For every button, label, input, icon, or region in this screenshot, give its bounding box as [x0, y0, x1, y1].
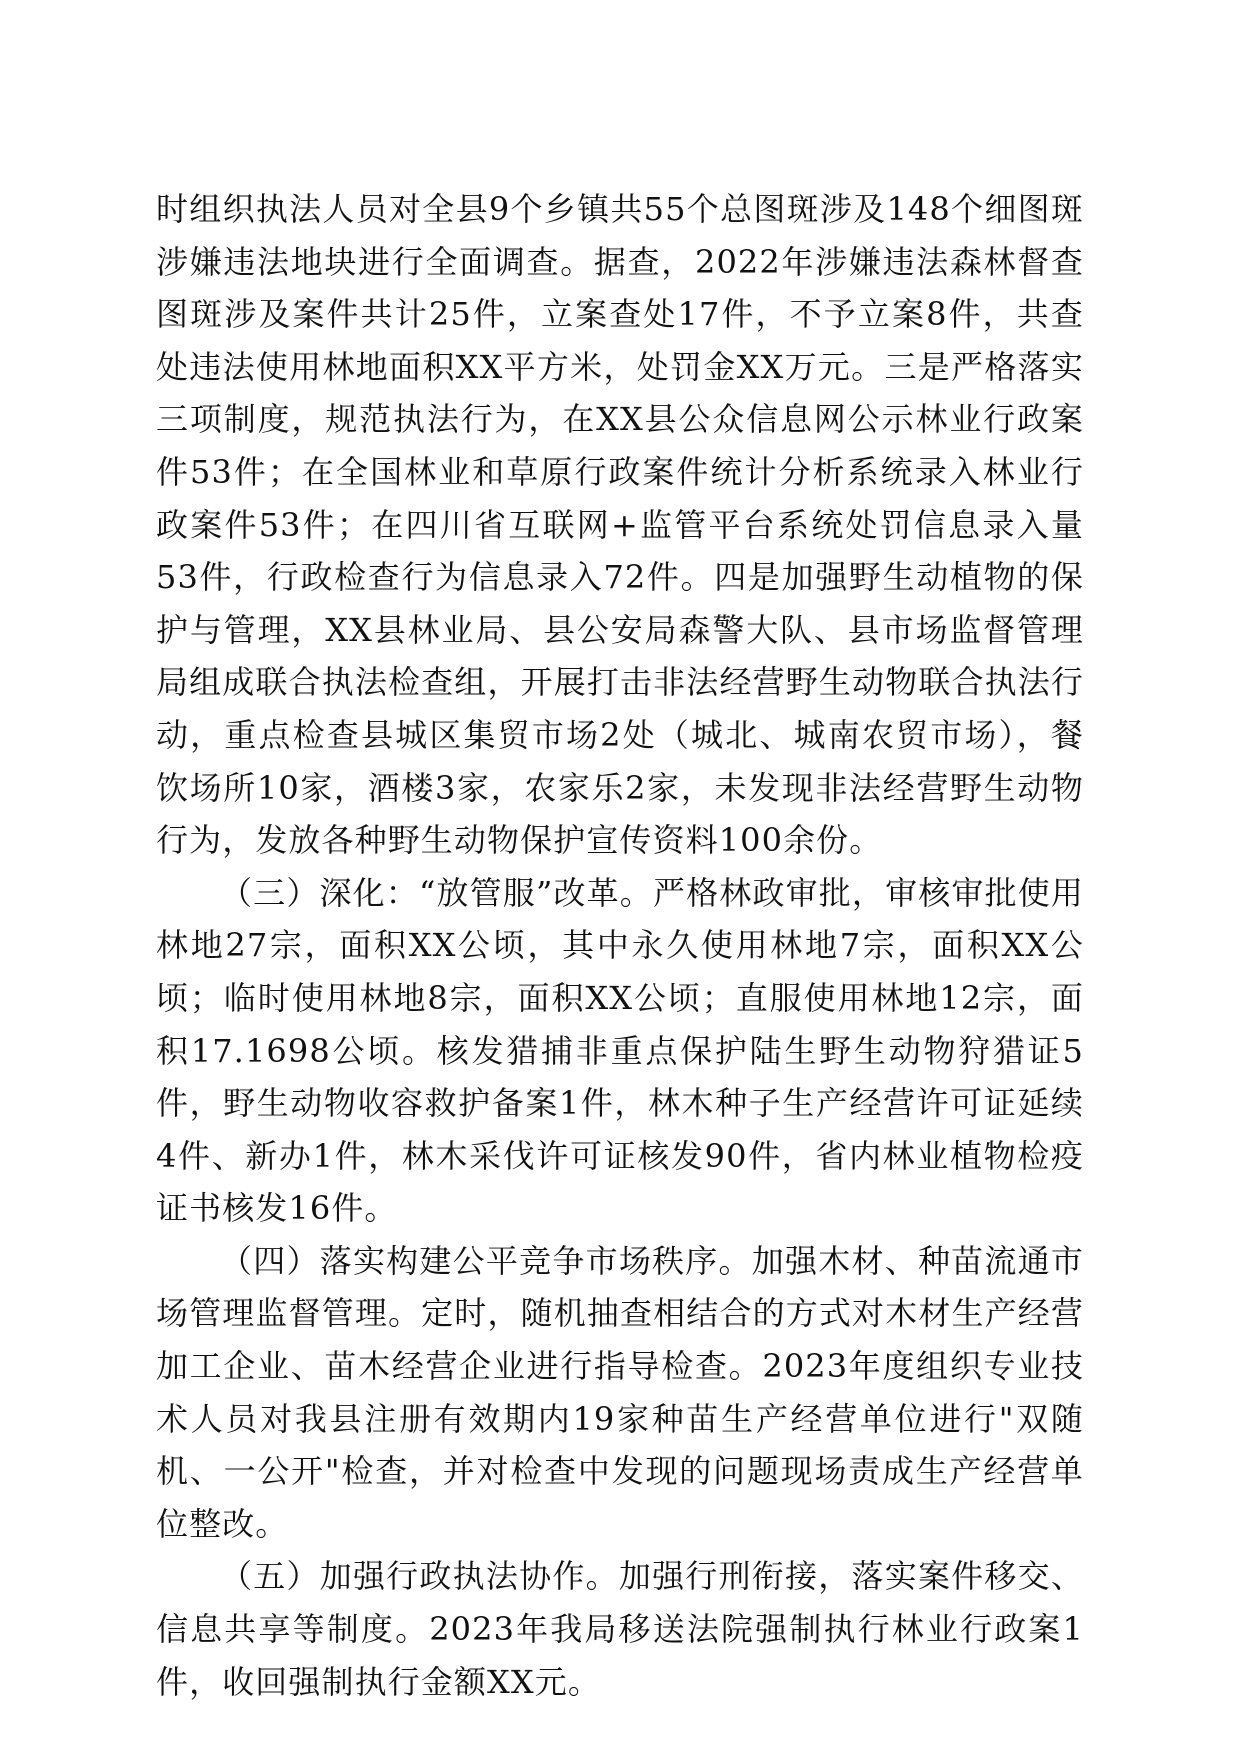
- document-page: [156, 183, 1084, 1708]
- paragraph-continuation: 时组织执法人员对全县9个乡镇共55个总图斑涉及148个细图斑涉嫌违法地块进行全面调查。据查，2022年涉嫌违法森林督查图斑涉及案件共计25件，立案查处17件，不予立案8件，共查处违法使用林地面积XX平方米，处罚金XX万元。三是严格落实三项制度，规范执法行为，在XX县公众信息网公示林业行政案件53件；在全国林业和草原行政案件统计分析系统录入林业行政案件53件；在四川省互联网+监管平台系统处罚信息录入量53件，行政检查行为信息录入72件。四是加强野生动植物的保护与管理，XX县林业局、县公安局森警大队、县市场监督管理局组成联合执法检查组，开展打击非法经营野生动物联合执法行动，重点检查县城区集贸市场2处（城北、城南农贸市场），餐饮场所10家，酒楼3家，农家乐2家，未发现非法经营野生动物行为，发放各种野生动物保护宣传资料100余份。: [156, 190, 1084, 860]
- section-4-paragraph: [156, 1235, 1084, 1551]
- section-5-body: 加强行刑衔接，落实案件移交、信息共享等制度。2023年我局移送法院强制执行林业行政案1件，收回强制执行金额XX元。: [156, 1557, 1084, 1701]
- section-3-heading: （三）深化：“放管服”改革。: [220, 873, 653, 912]
- section-5-heading: （五）加强行政执法协作。: [220, 1557, 619, 1596]
- section-4-body: 加强木材、种苗流通市场管理监督管理。定时，随机抽查相结合的方式对木材生产经营加工企业、苗木经营企业进行指导检查。2023年度组织专业技术人员对我县注册有效期内19家种苗生产经营单位进行"双随机、一公开"检查，并对检查中发现的问题现场责成生产经营单位整改。: [156, 1241, 1084, 1543]
- section-5-paragraph: [156, 1550, 1084, 1708]
- section-4-heading: （四）落实构建公平竞争市场秩序。: [220, 1241, 752, 1280]
- section-3-paragraph: [156, 867, 1084, 1235]
- section-3-body: 严格林政审批，审核审批使用林地27宗，面积XX公顷，其中永久使用林地7宗，面积XX公顷；临时使用林地8宗，面积XX公顷；直服使用林地12宗，面积17.1698公顷。核发猎捕非重点保护陆生野生动物狩猎证5件，野生动物收容救护备案1件，林木种子生产经营许可证延续4件、新办1件，林木采伐许可证核发90件，省内林业植物检疫证书核发16件。: [156, 873, 1084, 1228]
